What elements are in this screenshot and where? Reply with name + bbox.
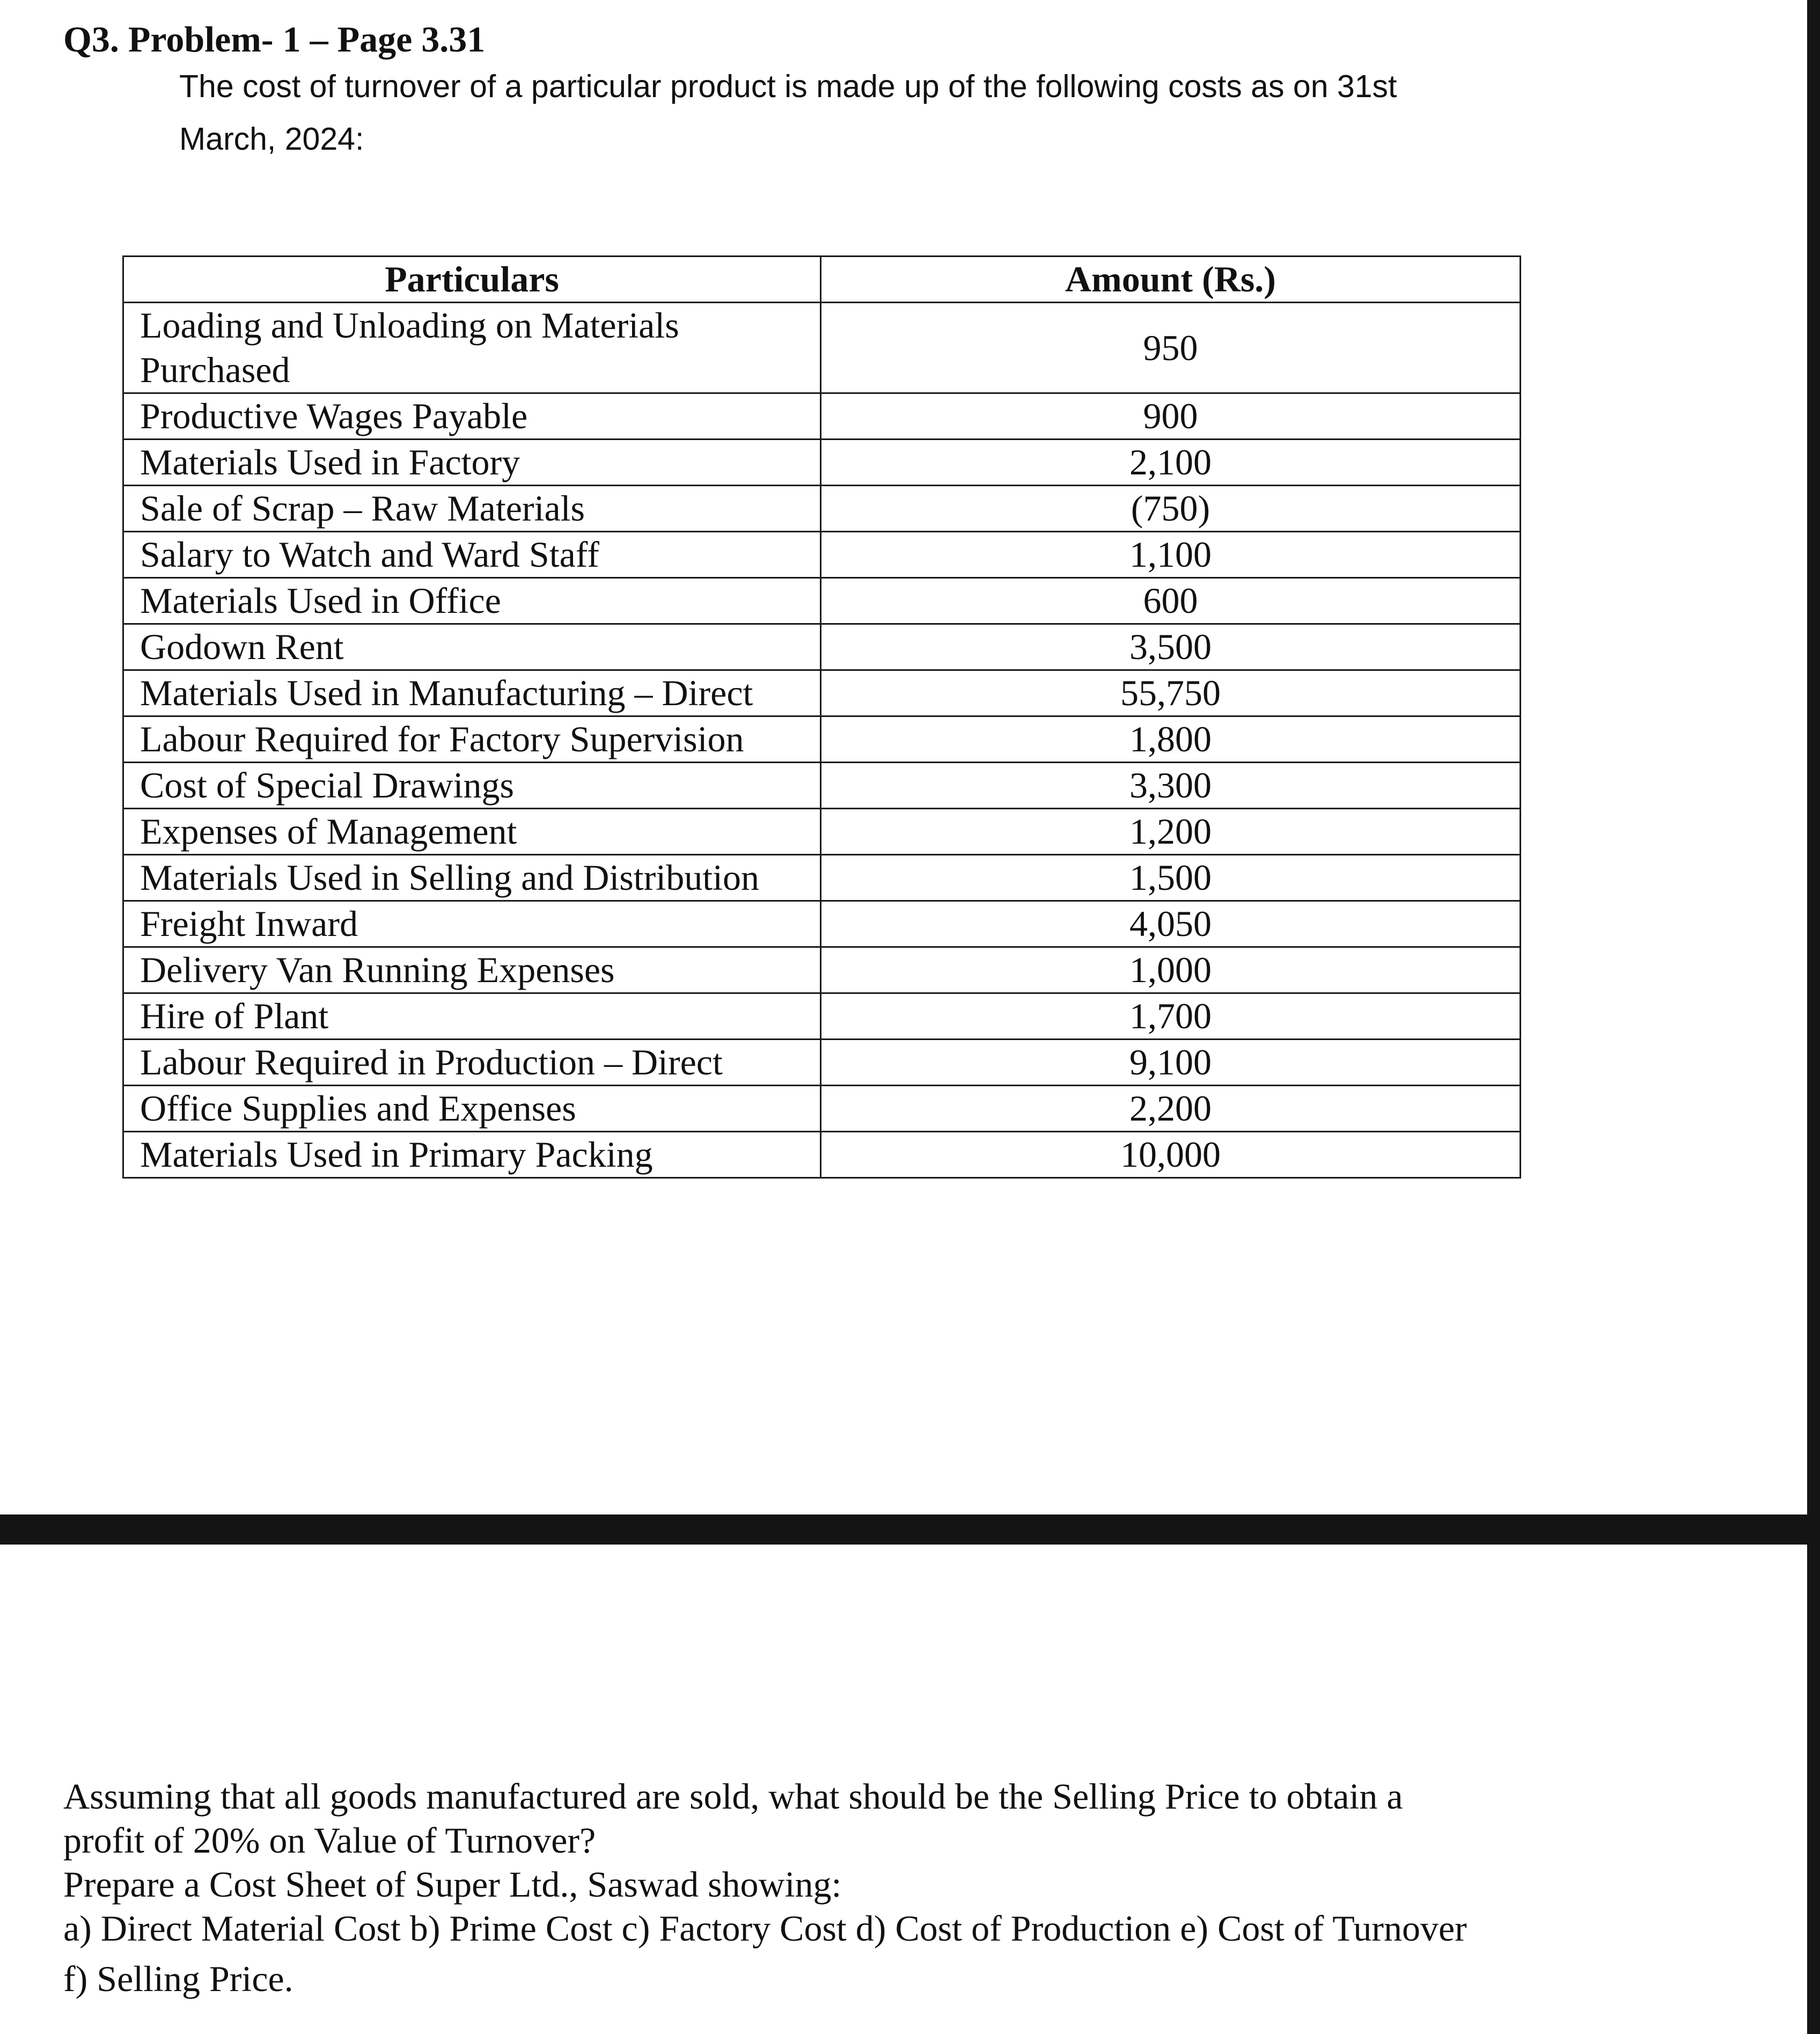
table-row [123,532,1521,578]
table-row [123,1132,1521,1178]
question-heading: Q3. Problem- 1 – Page 3.31 [63,19,486,60]
intro-line-1: The cost of turnover of a particular product is made up of the following costs as on 31st [179,69,1397,104]
table-row [123,440,1521,486]
particular-cell: Delivery Van Running Expenses [123,947,821,993]
intro-line-2: March, 2024: [179,121,364,157]
particular-cell: Materials Used in Office [123,578,821,624]
particular-cell: Sale of Scrap – Raw Materials [123,486,821,532]
amount-cell: 1,700 [821,993,1521,1040]
table-row [123,763,1521,809]
table-row [123,486,1521,532]
particular-cell: Materials Used in Selling and Distribution [123,855,821,901]
table-row [123,947,1521,993]
amount-cell: 2,100 [821,440,1521,486]
table-row [123,809,1521,855]
particular-cell: Expenses of Management [123,809,821,855]
particular-cell: Salary to Watch and Ward Staff [123,532,821,578]
page-divider [0,1514,1820,1545]
amount-cell: 4,050 [821,901,1521,947]
table-row [123,901,1521,947]
amount-cell: 10,000 [821,1132,1521,1178]
amount-cell: 950 [821,303,1521,393]
table-row [123,578,1521,624]
parts-line-2: f) Selling Price. [63,1958,293,1999]
amount-cell: 1,800 [821,716,1521,763]
table-row [123,716,1521,763]
particular-cell: Labour Required for Factory Supervision [123,716,821,763]
amount-cell: 900 [821,393,1521,440]
cost-table [122,255,1521,1179]
table-row [123,624,1521,670]
table-header-row [123,257,1521,303]
amount-cell: 9,100 [821,1040,1521,1086]
table-row [123,303,1521,393]
header-amount: Amount (Rs.) [821,257,1521,303]
amount-cell: 2,200 [821,1086,1521,1132]
amount-cell: 600 [821,578,1521,624]
assumption-line-2: profit of 20% on Value of Turnover? [63,1820,596,1861]
amount-cell: 3,500 [821,624,1521,670]
amount-cell: 3,300 [821,763,1521,809]
amount-cell: 1,500 [821,855,1521,901]
instruction-line: Prepare a Cost Sheet of Super Ltd., Saswad showing: [63,1864,842,1905]
particular-cell: Loading and Unloading on Materials Purchased [123,303,821,393]
particular-cell: Office Supplies and Expenses [123,1086,821,1132]
parts-line-1: a) Direct Material Cost b) Prime Cost c) Factory Cost d) Cost of Production e) Cost of Turnover [63,1908,1467,1949]
table-row [123,670,1521,716]
particular-cell: Productive Wages Payable [123,393,821,440]
header-particulars: Particulars [123,257,821,303]
table-row [123,393,1521,440]
table-row [123,855,1521,901]
particular-cell: Godown Rent [123,624,821,670]
particular-cell: Hire of Plant [123,993,821,1040]
amount-cell: 1,000 [821,947,1521,993]
particular-cell: Materials Used in Primary Packing [123,1132,821,1178]
particular-cell: Labour Required in Production – Direct [123,1040,821,1086]
amount-cell: 55,750 [821,670,1521,716]
table-row [123,993,1521,1040]
amount-cell: 1,100 [821,532,1521,578]
particular-cell: Materials Used in Manufacturing – Direct [123,670,821,716]
particular-cell: Materials Used in Factory [123,440,821,486]
right-edge-bar [1807,0,1820,2034]
question-intro [179,60,1574,165]
table-row [123,1040,1521,1086]
closing-instructions [63,1774,1780,2001]
table-row [123,1086,1521,1132]
amount-cell: (750) [821,486,1521,532]
assumption-line-1: Assuming that all goods manufactured are sold, what should be the Selling Price to obtain a [63,1776,1403,1817]
amount-cell: 1,200 [821,809,1521,855]
particular-cell: Freight Inward [123,901,821,947]
particular-cell: Cost of Special Drawings [123,763,821,809]
